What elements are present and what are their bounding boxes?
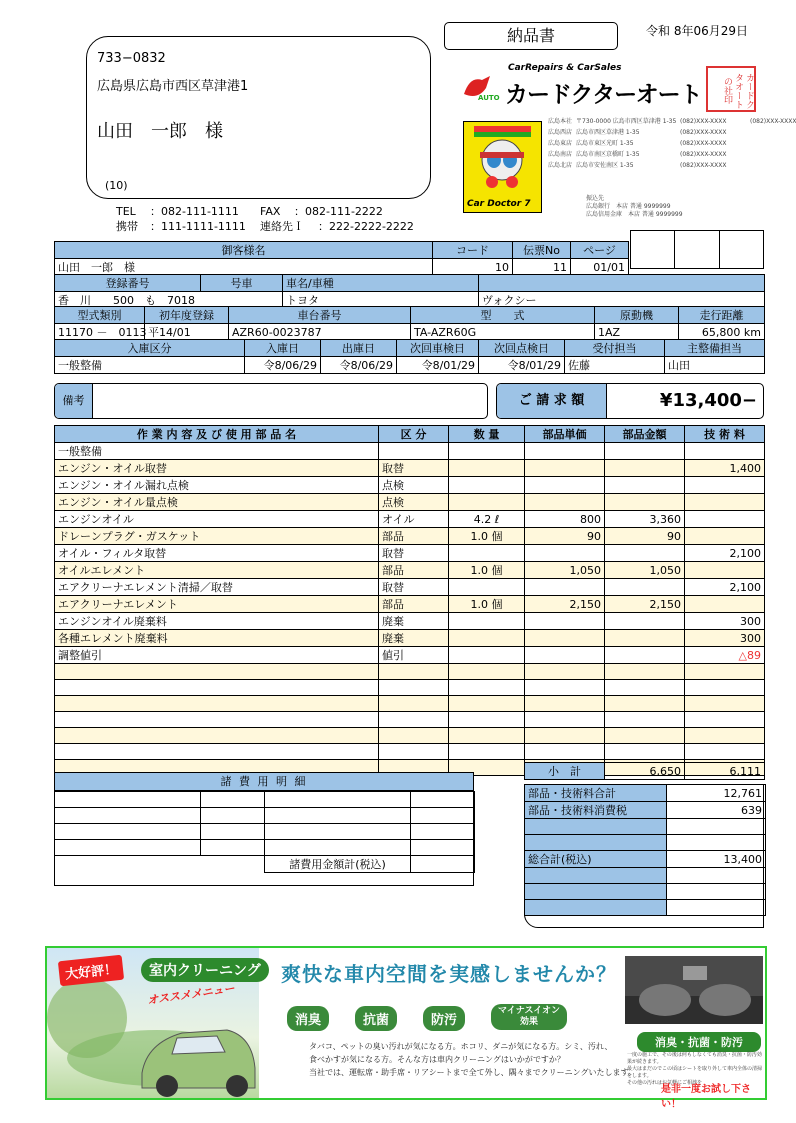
item-price xyxy=(605,744,685,760)
item-qty xyxy=(449,680,525,696)
item-unit xyxy=(525,664,605,680)
company-address-label: 広島本社 xyxy=(548,118,573,125)
company-address-row xyxy=(548,160,768,171)
table-row xyxy=(55,443,765,460)
type-class-header: 型式類別 xyxy=(55,307,145,324)
consumption-tax: 639 xyxy=(667,802,766,819)
table-row xyxy=(55,712,765,728)
item-desc: エンジンオイル廃棄料 xyxy=(55,613,379,630)
next-inspection-header: 次回車検日 xyxy=(397,340,479,357)
item-price xyxy=(605,664,685,680)
item-cat: 点検 xyxy=(379,494,449,511)
item-desc xyxy=(55,744,379,760)
company-address-text: 広島市安佐南区 1-35 xyxy=(576,162,634,169)
item-tech xyxy=(685,511,765,528)
issue-date: 令和 8年06月29日 xyxy=(646,24,748,38)
company-address-label: 広島北店 xyxy=(548,162,573,169)
item-unit xyxy=(525,744,605,760)
item-qty xyxy=(449,664,525,680)
ad-right-text-2: 最大はまだのでこの頃はシートを取り外して車内全体の清掃をします。 xyxy=(627,1066,763,1079)
item-desc xyxy=(55,680,379,696)
item-desc xyxy=(55,664,379,680)
reg-number: 香 川 500 も 7018 xyxy=(55,292,283,309)
item-cat xyxy=(379,664,449,680)
item-unit: 800 xyxy=(525,511,605,528)
reg-number-header: 登録番号 xyxy=(55,275,201,292)
item-qty xyxy=(449,712,525,728)
subtotal-table xyxy=(524,762,765,780)
company-address-label: 広島西店 xyxy=(548,129,573,136)
customer-code-value: 10 xyxy=(433,259,513,276)
item-unit xyxy=(525,680,605,696)
item-qty: 4.2 ℓ xyxy=(449,511,525,528)
table-row xyxy=(55,477,765,494)
svg-text:AUTO: AUTO xyxy=(478,94,500,102)
table-row xyxy=(55,528,765,545)
item-tech xyxy=(685,562,765,579)
item-desc: 一般整備 xyxy=(55,443,379,460)
car-model: ヴォクシー xyxy=(479,292,765,309)
item-cat: 廃棄 xyxy=(379,630,449,647)
ad-badge: 大好評！ xyxy=(58,955,124,987)
table-row xyxy=(55,460,765,477)
entry-type: 一般整備 xyxy=(55,357,245,374)
vehicle-table-3 xyxy=(54,339,765,374)
company-address-tel: (082)XXX-XXXX xyxy=(680,129,727,136)
ad-body-line-2: 食べかすが気になる方。そんな方は車内クリーニングはいかがですか？ xyxy=(309,1055,565,1064)
chassis-header: 車台番号 xyxy=(229,307,411,324)
stamp-boxes xyxy=(630,230,764,269)
table-row xyxy=(55,494,765,511)
item-tech xyxy=(685,528,765,545)
item-cat xyxy=(379,443,449,460)
item-cat: 部品 xyxy=(379,596,449,613)
company-address-tel: (082)XXX-XXXX xyxy=(680,151,727,158)
reception-staff: 佐藤 xyxy=(565,357,665,374)
slip-number: 11 xyxy=(513,259,571,276)
item-price xyxy=(605,647,685,664)
reception-staff-header: 受付担当 xyxy=(565,340,665,357)
fees-total xyxy=(411,856,475,873)
tel-value: ：082-111-1111 xyxy=(150,205,239,218)
item-unit: 2,150 xyxy=(525,596,605,613)
page-header: ページ xyxy=(571,242,629,259)
billing-label: ご 請 求 額 xyxy=(497,384,607,418)
items-tech-header: 技 術 料 xyxy=(685,426,765,443)
item-cat xyxy=(379,712,449,728)
first-reg-header: 初年度登録 xyxy=(145,307,229,324)
customer-table xyxy=(54,241,629,276)
out-date: 令8/06/29 xyxy=(321,357,397,374)
ad-tag-ion: マイナスイオン効果 xyxy=(491,1004,567,1030)
customer-name-header: 御客様名 xyxy=(55,242,433,259)
item-tech xyxy=(685,696,765,712)
item-desc xyxy=(55,728,379,744)
mascot-image xyxy=(463,121,542,213)
items-desc-header: 作 業 内 容 及 び 使 用 部 品 名 xyxy=(55,426,379,443)
engine-header: 原動機 xyxy=(595,307,679,324)
item-qty xyxy=(449,744,525,760)
item-tech: △89 xyxy=(685,647,765,664)
table-row xyxy=(55,680,765,696)
mileage-header: 走行距離 xyxy=(679,307,765,324)
fees-title: 諸 費 用 明 細 xyxy=(55,773,473,791)
grand-total: 13,400 xyxy=(667,851,766,868)
address-window xyxy=(86,36,431,199)
car-make: トヨタ xyxy=(283,292,479,309)
item-desc: エアクリーナエレメント清掃／取替 xyxy=(55,579,379,596)
table-row xyxy=(55,664,765,680)
next-inspection-date: 令8/01/29 xyxy=(397,357,479,374)
ad-right-image xyxy=(625,956,763,1024)
item-desc xyxy=(55,712,379,728)
company-address-label: 広島東店 xyxy=(548,140,573,147)
out-date-header: 出庫日 xyxy=(321,340,397,357)
next-check-date: 令8/01/29 xyxy=(479,357,565,374)
item-cat: 部品 xyxy=(379,528,449,545)
address-line: 広島県広島市西区草津港1 xyxy=(97,79,249,94)
company-address-row xyxy=(548,138,768,149)
ad-body xyxy=(309,1040,636,1079)
item-cat xyxy=(379,744,449,760)
company-address-label: 広島南店 xyxy=(548,151,573,158)
item-tech xyxy=(685,477,765,494)
subtotal-price: 6,650 xyxy=(605,763,685,780)
item-unit xyxy=(525,613,605,630)
item-desc xyxy=(55,696,379,712)
item-unit xyxy=(525,579,605,596)
item-tech xyxy=(685,680,765,696)
item-price xyxy=(605,494,685,511)
item-unit xyxy=(525,728,605,744)
item-price xyxy=(605,680,685,696)
zip-code: 733−0832 xyxy=(97,51,166,66)
table-row xyxy=(55,744,765,760)
table-row xyxy=(55,647,765,664)
table-row xyxy=(55,579,765,596)
item-unit xyxy=(525,477,605,494)
ad-banner xyxy=(45,946,767,1110)
item-cat xyxy=(379,680,449,696)
item-cat: 取替 xyxy=(379,579,449,596)
item-cat: 値引 xyxy=(379,647,449,664)
company-address-text: 広島市西区草津港 1-35 xyxy=(576,129,640,136)
car-name-header: 車名/車種 xyxy=(283,275,479,292)
item-price: 90 xyxy=(605,528,685,545)
item-desc: エンジン・オイル量点検 xyxy=(55,494,379,511)
company-mark-icon xyxy=(460,72,500,102)
billing-box xyxy=(496,383,764,419)
ad-tag-deodorize: 消臭 xyxy=(287,1006,329,1031)
ad-tag-antistain: 防汚 xyxy=(423,1006,465,1031)
company-address-tel: (082)XXX-XXXX xyxy=(680,140,727,147)
table-row xyxy=(55,596,765,613)
item-price xyxy=(605,712,685,728)
item-qty xyxy=(449,696,525,712)
alt-contact-label: 連絡先Ｉ xyxy=(260,220,304,233)
remarks-label: 備考 xyxy=(55,384,93,418)
item-desc: オイルエレメント xyxy=(55,562,379,579)
totals-panel xyxy=(524,784,764,928)
item-cat: 取替 xyxy=(379,460,449,477)
item-cat: 取替 xyxy=(379,545,449,562)
mobile-value: ：111-1111-1111 xyxy=(150,220,246,233)
item-desc: ドレーンプラグ・ガスケット xyxy=(55,528,379,545)
recipient-name: 山田 一郎 様 xyxy=(97,121,223,142)
tel-label: TEL xyxy=(116,205,136,218)
fax-label: FAX xyxy=(260,205,281,218)
item-cat: オイル xyxy=(379,511,449,528)
bank-row-2: 広島信用金庫 本店 普通 9999999 xyxy=(586,211,683,218)
ad-body-line-3: 当社では、運転席・助手席・リアシートまで全て外し、隅々までクリーニングいたします。 xyxy=(309,1068,636,1077)
item-tech xyxy=(685,712,765,728)
parts-tech-total-label: 部品・技術料合計 xyxy=(525,785,667,802)
item-price xyxy=(605,613,685,630)
billing-amount: ¥13,400− xyxy=(659,390,757,411)
contact-block xyxy=(116,204,414,234)
item-price xyxy=(605,630,685,647)
item-unit xyxy=(525,630,605,647)
company-address-row xyxy=(548,149,768,160)
item-tech xyxy=(685,596,765,613)
ad-recommend: オススメメニュー xyxy=(146,981,236,1008)
item-price xyxy=(605,443,685,460)
ad-headline: 爽快な車内空間を実感しませんか？ xyxy=(281,962,617,986)
ad-right-tag: 消臭・抗菌・防汚 xyxy=(637,1032,761,1052)
item-qty xyxy=(449,545,525,562)
ad-tags xyxy=(287,1004,637,1034)
mechanic-header: 主整備担当 xyxy=(665,340,765,357)
company-address-row xyxy=(548,116,796,127)
item-unit xyxy=(525,696,605,712)
ad-right-text-3: その他の汚れはお気軽にご相談を xyxy=(627,1080,703,1086)
fees-total-label: 諸費用金額計(税込) xyxy=(265,856,411,873)
in-date-header: 入庫日 xyxy=(245,340,321,357)
company-name: カードクターオート xyxy=(505,82,702,108)
company-address-text: 広島市東区光町 1-35 xyxy=(576,140,634,147)
item-qty xyxy=(449,728,525,744)
item-desc: 調整値引 xyxy=(55,647,379,664)
item-tech xyxy=(685,494,765,511)
ad-cta: 是非一度お試し下さい！ xyxy=(661,1084,751,1110)
item-cat xyxy=(379,696,449,712)
type-class: 11170 － 0113 xyxy=(55,324,145,341)
bank-row-1: 広島銀行 本店 普通 9999999 xyxy=(586,203,671,210)
items-price-header: 部品金額 xyxy=(605,426,685,443)
fees-grid xyxy=(54,791,475,873)
item-desc: エンジン・オイル漏れ点検 xyxy=(55,477,379,494)
item-tech: 2,100 xyxy=(685,545,765,562)
item-qty xyxy=(449,443,525,460)
item-desc: エンジンオイル xyxy=(55,511,379,528)
bank-title: 振込先 xyxy=(586,195,605,202)
items-qty-header: 数 量 xyxy=(449,426,525,443)
table-row xyxy=(55,696,765,712)
company-address-text: 〒730-0000 広島市西区草津港 1-35 xyxy=(576,118,677,125)
item-cat: 点検 xyxy=(379,477,449,494)
item-cat: 部品 xyxy=(379,562,449,579)
totals-table xyxy=(524,784,766,916)
item-desc: エアクリーナエレメント xyxy=(55,596,379,613)
mascot-label: Car Doctor 7 xyxy=(467,199,531,209)
mobile-label: 携帯 xyxy=(116,220,138,233)
item-tech: 300 xyxy=(685,613,765,630)
chassis-number: AZR60-0023787 xyxy=(229,324,411,341)
item-price: 2,150 xyxy=(605,596,685,613)
table-row xyxy=(55,630,765,647)
item-qty: 1.0 個 xyxy=(449,528,525,545)
slip-header: 伝票No xyxy=(513,242,571,259)
item-unit xyxy=(525,545,605,562)
ad-tag-antibacterial: 抗菌 xyxy=(355,1006,397,1031)
item-cat: 廃棄 xyxy=(379,613,449,630)
item-desc: エンジン・オイル取替 xyxy=(55,460,379,477)
code-header: コード xyxy=(433,242,513,259)
in-date: 令8/06/29 xyxy=(245,357,321,374)
item-qty xyxy=(449,630,525,647)
company-address-row xyxy=(548,127,768,138)
item-desc: 各種エレメント廃棄料 xyxy=(55,630,379,647)
items-table xyxy=(54,425,765,776)
item-qty xyxy=(449,494,525,511)
item-price xyxy=(605,460,685,477)
item-unit: 90 xyxy=(525,528,605,545)
engine-code: 1AZ xyxy=(595,324,679,341)
item-qty xyxy=(449,579,525,596)
item-tech xyxy=(685,728,765,744)
item-price xyxy=(605,545,685,562)
item-qty: 1.0 個 xyxy=(449,562,525,579)
item-price xyxy=(605,477,685,494)
item-qty: 1.0 個 xyxy=(449,596,525,613)
fax-value: ：082-111-2222 xyxy=(294,205,383,218)
customer-code: (10) xyxy=(105,179,128,192)
item-qty xyxy=(449,647,525,664)
parts-tech-total: 12,761 xyxy=(667,785,766,802)
model-header: 型 式 xyxy=(411,307,595,324)
item-tech xyxy=(685,744,765,760)
item-unit xyxy=(525,712,605,728)
item-unit xyxy=(525,647,605,664)
model-code: TA-AZR60G xyxy=(411,324,595,341)
item-unit xyxy=(525,443,605,460)
company-seal xyxy=(706,66,756,112)
car-number-header: 号車 xyxy=(201,275,283,292)
item-cat xyxy=(379,728,449,744)
items-cat-header: 区 分 xyxy=(379,426,449,443)
item-price: 3,360 xyxy=(605,511,685,528)
item-price xyxy=(605,696,685,712)
item-qty xyxy=(449,460,525,477)
consumption-tax-label: 部品・技術料消費税 xyxy=(525,802,667,819)
subtotal-label: 小 計 xyxy=(525,763,605,780)
mileage xyxy=(679,324,765,341)
table-row xyxy=(55,511,765,528)
item-tech xyxy=(685,443,765,460)
customer-name: 山田 一郎 様 xyxy=(55,259,433,276)
company-seal-text: カードクタオートの社印 xyxy=(722,72,754,109)
mileage-unit: km xyxy=(743,325,761,339)
company-tagline: CarRepairs & CarSales xyxy=(508,63,622,73)
ad-menu-title: 室内クリーニング xyxy=(141,958,269,982)
subtotal-tech: 6,111 xyxy=(685,763,765,780)
ad-body-line-1: タバコ、ペットの臭い汚れが気になる方。ホコリ、ダニが気になる方。シミ、汚れ、 xyxy=(309,1042,613,1051)
item-qty xyxy=(449,477,525,494)
item-qty xyxy=(449,613,525,630)
alt-contact-value: ：222-2222-2222 xyxy=(318,220,414,233)
items-unit-header: 部品単価 xyxy=(525,426,605,443)
first-reg: 平14/01 xyxy=(145,324,229,341)
grand-total-label: 総合計(税込) xyxy=(525,851,667,868)
mechanic: 山田 xyxy=(665,357,765,374)
table-row xyxy=(55,562,765,579)
next-check-header: 次回点検日 xyxy=(479,340,565,357)
company-address-fax: (082)XXX-XXXX xyxy=(750,118,796,125)
bank-info xyxy=(570,195,770,219)
vehicle-table-2 xyxy=(54,306,765,341)
mileage-value: 65,800 xyxy=(701,325,741,339)
company-addresses xyxy=(548,116,796,171)
table-row xyxy=(55,613,765,630)
fees-panel xyxy=(54,772,474,886)
remarks-box xyxy=(54,383,488,419)
item-price xyxy=(605,579,685,596)
item-price: 1,050 xyxy=(605,562,685,579)
ad-right-text-1: 一度の施工で、その後は何もしなくても消臭・抗菌・防汚効果が続きます。 xyxy=(627,1052,762,1065)
company-address-tel: (082)XXX-XXXX xyxy=(680,162,727,169)
vehicle-table-1 xyxy=(54,274,765,309)
item-tech: 1,400 xyxy=(685,460,765,477)
page-number: 01/01 xyxy=(571,259,629,276)
item-unit: 1,050 xyxy=(525,562,605,579)
item-unit xyxy=(525,460,605,477)
item-unit xyxy=(525,494,605,511)
table-row xyxy=(55,728,765,744)
document-title: 納品書 xyxy=(444,22,618,50)
item-tech xyxy=(685,664,765,680)
entry-type-header: 入庫区分 xyxy=(55,340,245,357)
item-tech: 300 xyxy=(685,630,765,647)
item-desc: オイル・フィルタ取替 xyxy=(55,545,379,562)
company-address-text: 広島市南区京橋町 1-35 xyxy=(576,151,640,158)
table-row xyxy=(55,545,765,562)
company-address-tel: (082)XXX-XXXX xyxy=(680,118,727,125)
item-tech: 2,100 xyxy=(685,579,765,596)
item-price xyxy=(605,728,685,744)
